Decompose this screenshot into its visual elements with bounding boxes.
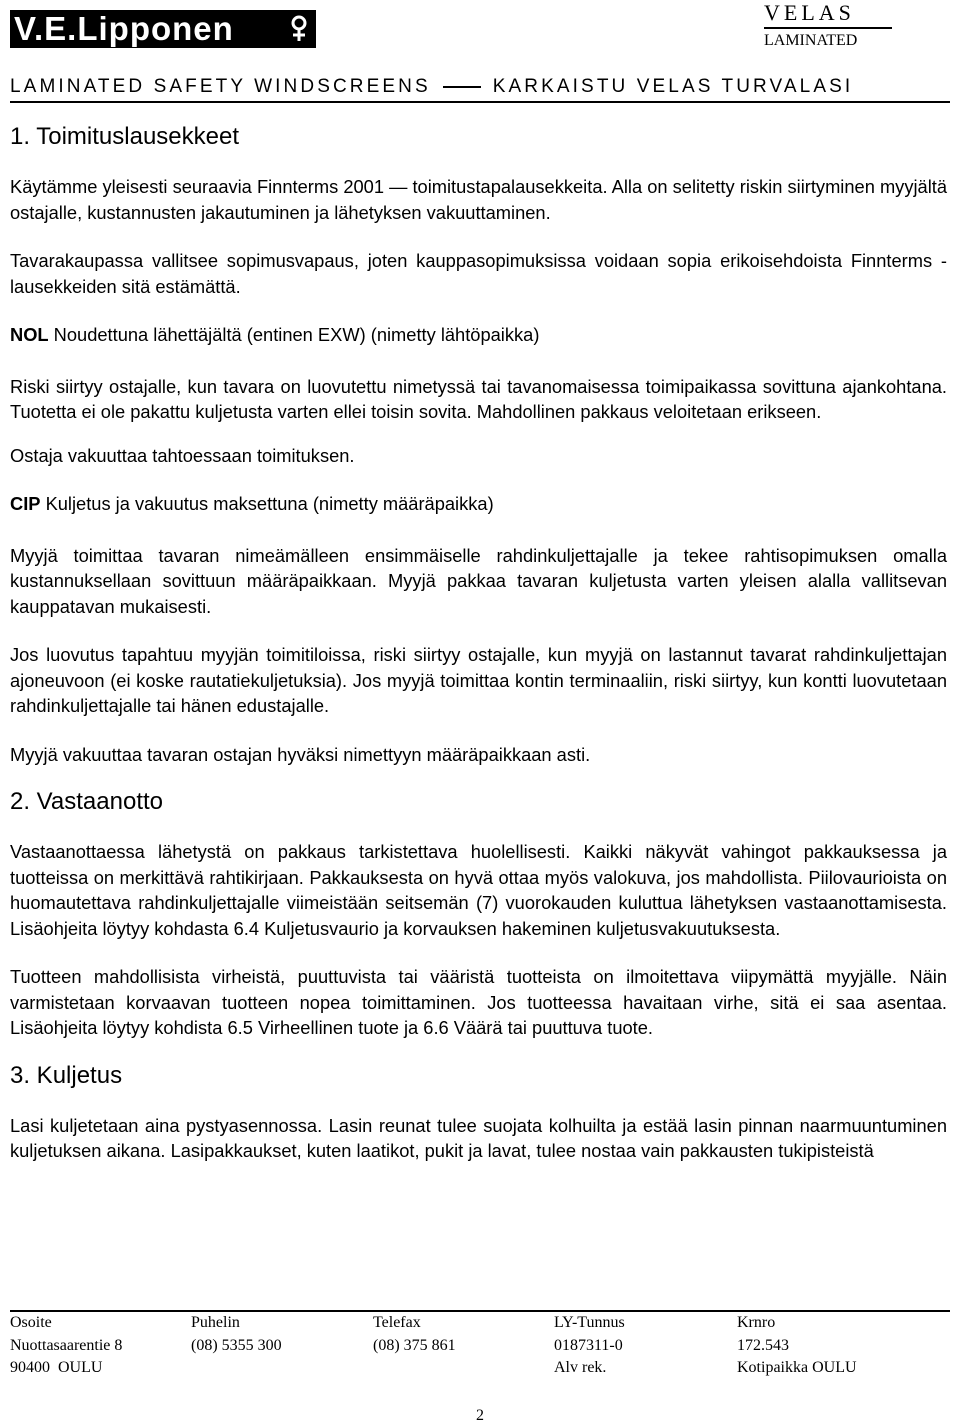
term-nol: NOL bbox=[10, 324, 49, 345]
footer-row bbox=[10, 1357, 950, 1379]
footer-empty bbox=[191, 1357, 373, 1379]
footer-domicile: Kotipaikka OULU bbox=[737, 1359, 857, 1376]
header-divider bbox=[10, 101, 950, 103]
tagline-right: KARKAISTU VELAS TURVALASI bbox=[492, 76, 854, 97]
section-heading: 1. Toimituslausekkeet bbox=[10, 123, 240, 150]
footer-header-trade-register: Krnro bbox=[737, 1314, 776, 1331]
paragraph: Riski siirtyy ostajalle, kun tavara on luovutettu nimetyssä tai tavanomaisessa toimipaikassa sovittuna ajankohtana. Tuotetta ei ole pakattu kuljetusta varten ellei toisin sovita. Mahdollinen pakkaus veloitetaan erikseen. bbox=[10, 375, 947, 422]
brand-title: VELAS bbox=[764, 0, 855, 25]
footer-header-row bbox=[10, 1312, 950, 1334]
footer-row bbox=[10, 1335, 950, 1357]
footer-header-address: Osoite bbox=[10, 1314, 52, 1331]
term-cip-title: Kuljetus ja vakuutus maksettuna (nimetty määräpaikka) bbox=[40, 493, 494, 514]
paragraph: Vastaanottaessa lähetystä on pakkaus tarkistettava huolellisesti. Kaikki näkyvät vahingot pakkauksessa ja tuotteissa on merkittävä rahtikirjaan. Pakkauksesta on hyvä ottaa myös valokuva, jos mahdollista. Piilovaurioista on huomautettava rahdinkuljettajalle viimeistään seitsemän (7) vuorokauden kuluttua lähetyksen vastaanottamisesta. Lisäohjeita löytyy kohdasta 6.4 Kuljetusvaurio ja korvauksen hakeminen kuljetusvakuutuksesta. bbox=[10, 841, 947, 939]
paragraph: Käytämme yleisesti seuraavia Finnterms 2001 — toimitustapalausekkeita. Alla on selitetty riskin siirtyminen myyjältä ostajalle, kustannusten jakautuminen ja lähetyksen vakuuttaminen. bbox=[10, 176, 947, 223]
section-heading: 2. Vastaanotto bbox=[10, 788, 163, 815]
paragraph: Tavarakaupassa vallitsee sopimusvapaus, joten kauppasopimuksissa voidaan sopia erikoisehdoista Finnterms -lausekkeiden sitä estämättä. bbox=[10, 250, 947, 297]
paragraph: Ostaja vakuuttaa tahtoessaan toimituksen. bbox=[10, 444, 355, 466]
paragraph: Myyjä vakuuttaa tavaran ostajan hyväksi nimettyyn määräpaikkaan asti. bbox=[10, 743, 591, 765]
section-heading: 3. Kuljetus bbox=[10, 1061, 123, 1089]
footer-address-street: Nuottasaarentie 8 bbox=[10, 1337, 123, 1354]
term-nol-title: Noudettuna lähettäjältä (entinen EXW) (nimetty lähtöpaikka) bbox=[48, 324, 540, 345]
tagline-left: LAMINATED SAFETY WINDSCREENS bbox=[10, 76, 431, 97]
paragraph: Myyjä toimittaa tavaran nimeämälleen ensimmäiselle rahdinkuljettajalle ja tekee rahtisopimuksen omalla kustannuksellaan sovittuun määräpaikkaan. Myyjä pakkaa tavaran kuljetusta varten yleisen alalla vallitsevan kauppatavan mukaisesti. bbox=[10, 544, 947, 617]
footer-fax: (08) 375 861 bbox=[373, 1337, 456, 1354]
footer-header-fax: Telefax bbox=[373, 1314, 421, 1331]
footer-header-phone: Puhelin bbox=[191, 1314, 240, 1331]
footer-phone: (08) 5355 300 bbox=[191, 1337, 282, 1354]
document-body bbox=[10, 122, 947, 1164]
footer-business-id: 0187311-0 bbox=[554, 1337, 623, 1354]
footer-trade-register: 172.543 bbox=[737, 1337, 789, 1354]
term-heading-nol bbox=[10, 322, 947, 348]
brand-rule bbox=[764, 27, 892, 29]
brand-mark bbox=[764, 2, 894, 50]
term-heading-cip bbox=[10, 491, 947, 517]
tagline bbox=[10, 76, 950, 98]
footer-vat-registered: Alv rek. bbox=[554, 1359, 607, 1376]
brand-subtitle: LAMINATED bbox=[764, 32, 858, 49]
footer-contact-table bbox=[10, 1312, 950, 1379]
footer-empty bbox=[373, 1357, 554, 1379]
page-number: 2 bbox=[476, 1407, 484, 1424]
tagline-dash bbox=[443, 86, 481, 88]
company-logo bbox=[10, 10, 316, 48]
paragraph: Lasi kuljetetaan aina pystyasennossa. Lasin reunat tulee suojata kolhuilta ja estää lasin pinnan naarmuuntuminen kuljetuksen aikana. Lasipakkaukset, kuten laatikot, pukit ja lavat, tulee nostaa vain pakkausten tukipisteistä bbox=[10, 1114, 947, 1161]
logo-text: V.E.Lipponen bbox=[14, 10, 234, 47]
paragraph: Jos luovutus tapahtuu myyjän toimitiloissa, riski siirtyy ostajalle, kun myyjä on lastannut tavarat rahdinkuljettajan ajoneuvoon (ei koske rautatiekuljetuksia). Jos myyjä toimittaa kontin terminaaliin, riski siirtyy, kun kontti luovutetaan rahdinkuljettajalle tai hänen edustajalle. bbox=[10, 644, 947, 716]
footer-header-business-id: LY-Tunnus bbox=[554, 1314, 625, 1331]
footer-address-city: 90400 OULU bbox=[10, 1359, 103, 1376]
term-cip: CIP bbox=[10, 493, 41, 514]
logo-symbol-icon bbox=[288, 14, 310, 44]
paragraph: Tuotteen mahdollisista virheistä, puuttuvista tai vääristä tuotteista on ilmoitettava viipymättä myyjälle. Näin varmistetaan korvaavan tuotteen nopea toimittaminen. Jos tuotteessa havaitaan virhe, sitä ei saa asentaa. Lisäohjeita löytyy kohdista 6.5 Virheellinen tuote ja 6.6 Väärä tai puuttuva tuote. bbox=[10, 966, 947, 1038]
